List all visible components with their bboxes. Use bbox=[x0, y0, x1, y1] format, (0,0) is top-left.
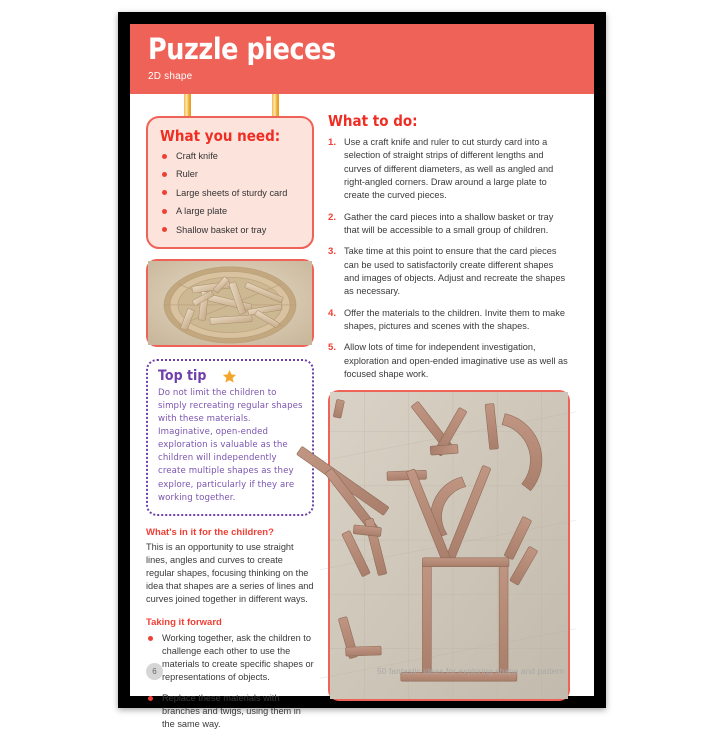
step-text: Use a craft knife and ruler to cut sturdy card into a selection of straight strips of different lengths and curves of different diameters, as well as angled and right-angled corners. Draw around a large plate to create the curved pieces. bbox=[344, 137, 554, 201]
list-item: Working together, ask the children to challenge each other to use the materials to create specific shapes or representations of objects. bbox=[146, 632, 314, 684]
list-item bbox=[328, 341, 570, 381]
list-item: Ruler bbox=[160, 168, 302, 180]
list-item bbox=[328, 307, 570, 334]
what-you-need-title: What you need: bbox=[160, 127, 281, 145]
right-column bbox=[314, 94, 570, 739]
list-item bbox=[328, 136, 570, 203]
step-number: 5. bbox=[328, 342, 337, 354]
step-number: 1. bbox=[328, 137, 337, 148]
list-item: Replace these materials with branches and twigs, using them in the same way. bbox=[146, 692, 314, 731]
tape-strip-left-icon bbox=[184, 94, 191, 116]
step-text: Offer the materials to the children. Invite them to make shapes, pictures and scenes with the shapes. bbox=[344, 307, 565, 332]
page-title: Puzzle pieces bbox=[148, 32, 336, 66]
left-column bbox=[146, 94, 314, 739]
top-tip-box bbox=[146, 359, 314, 516]
content-columns bbox=[130, 94, 594, 739]
page-subtitle: 2D shape bbox=[148, 70, 193, 82]
what-you-need-box bbox=[146, 116, 314, 249]
footer-book-title: 50 fantastic ideas for exploring shape and pattern bbox=[377, 666, 564, 676]
list-item: Shallow basket or tray bbox=[160, 224, 302, 236]
list-item bbox=[328, 211, 570, 238]
step-number: 2. bbox=[328, 211, 337, 223]
top-tip-header bbox=[158, 368, 303, 384]
list-item: Craft knife bbox=[160, 150, 302, 162]
page-number: 6 bbox=[146, 663, 163, 680]
list-item: A large plate bbox=[160, 205, 302, 217]
star-icon bbox=[222, 369, 237, 384]
tape-strip-right-icon bbox=[272, 94, 279, 116]
step-number: 4. bbox=[328, 307, 337, 319]
taking-it-forward-heading: Taking it forward bbox=[146, 616, 222, 628]
list-item: Large sheets of sturdy card bbox=[160, 187, 302, 199]
what-to-do-list bbox=[328, 136, 570, 382]
step-text: Gather the card pieces into a shallow basket or tray that will be accessible to a small group of children. bbox=[344, 211, 554, 236]
what-you-need-list bbox=[160, 150, 302, 236]
step-text: Take time at this point to ensure that the card pieces can be used to satisfactorily create different shapes and images of objects. Adjust and recreate the shapes as necessary. bbox=[344, 246, 566, 297]
whats-in-it-text: This is an opportunity to use straight lines, angles and curves to create regular shapes, focusing thinking on the idea that shapes are a series of lines and curves joined together in different ways. bbox=[146, 541, 314, 604]
top-tip-text: Do not limit the children to simply recreating regular shapes with these materials. Imaginative, open-ended exploration is valuable as the children will independently create multiple shapes as they explore, particularly if they are working together. bbox=[158, 388, 303, 503]
step-text: Allow lots of time for independent investigation, exploration and open-ended imaginative use as well as focused shape work. bbox=[344, 342, 568, 380]
list-item bbox=[328, 245, 570, 298]
basket-photo bbox=[146, 259, 314, 347]
whats-in-it-heading: What's in it for the children? bbox=[146, 526, 274, 538]
step-number: 3. bbox=[328, 246, 337, 258]
book-page bbox=[130, 24, 594, 730]
page-header bbox=[130, 24, 594, 94]
what-to-do-title: What to do: bbox=[328, 112, 418, 130]
page-footer bbox=[130, 646, 594, 696]
top-tip-title: Top tip bbox=[158, 368, 207, 385]
